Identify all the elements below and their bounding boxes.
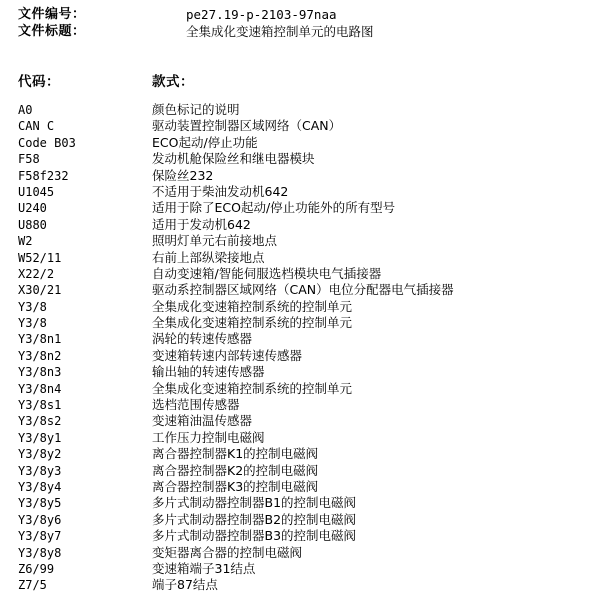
row-description: 驱动装置控制器区域网络（CAN） [152,118,342,134]
row-code: X22/2 [18,266,55,281]
doc-title-row [18,23,598,40]
row-description: 驱动系控制器区域网络（CAN）电位分配器电气插接器 [152,282,454,298]
doc-number-value: pe27.19-p-2103-97naa [186,7,337,22]
row-code: Code B03 [18,135,76,150]
table-row [18,266,598,282]
table-row [18,430,598,446]
table-header [18,73,598,91]
table-row [18,282,598,298]
row-description: 全集成化变速箱控制系统的控制单元 [152,380,353,396]
table-row [18,348,598,364]
row-description: 多片式制动器控制器B3的控制电磁阀 [152,528,357,544]
row-description: 端子87结点 [152,577,218,593]
row-description: 变速箱端子31结点 [152,560,256,576]
row-code: X30/21 [18,283,62,298]
table-row [18,413,598,429]
row-description: 离合器控制器K3的控制电磁阀 [152,478,319,494]
row-code: Z7/5 [18,578,47,593]
table-row [18,495,598,511]
row-code: Y3/8n4 [18,381,62,396]
table-row [18,151,598,167]
row-code: Y3/8n1 [18,332,62,347]
doc-title-value: 全集成化变速箱控制单元的电路图 [186,24,374,39]
table-row [18,168,598,184]
table-row [18,135,598,151]
row-code: W52/11 [18,250,62,265]
table-row [18,528,598,544]
row-code: U240 [18,201,47,216]
row-description: 发动机舱保险丝和继电器模块 [152,151,315,167]
row-description: 变速箱转速内部转速传感器 [152,347,303,363]
row-description: 多片式制动器控制器B1的控制电磁阀 [152,495,357,511]
row-description: 变速箱油温传感器 [152,413,253,429]
row-code: Y3/8 [18,299,47,314]
row-code: Y3/8y1 [18,430,62,445]
doc-number-label: 文件编号： [18,7,86,22]
row-description: 右前上部纵梁接地点 [152,249,265,265]
table-row [18,184,598,200]
row-description: 适用于发动机642 [152,216,251,232]
doc-title-label: 文件标题： [18,24,86,39]
row-code: Y3/8y2 [18,447,62,462]
row-description: 离合器控制器K1的控制电磁阀 [152,446,319,462]
row-code: Y3/8y6 [18,512,62,527]
row-code: W2 [18,234,33,249]
desc-column-header: 款式： [152,74,194,90]
row-code: Y3/8n2 [18,348,62,363]
doc-number-row [18,6,598,23]
row-description: 不适用于柴油发动机642 [152,183,289,199]
row-code: Y3/8n3 [18,365,62,380]
code-column-header: 代码： [18,74,60,90]
table-row [18,479,598,495]
row-description: 离合器控制器K2的控制电磁阀 [152,462,319,478]
table-row [18,545,598,561]
row-code: U1045 [18,184,55,199]
row-code: Y3/8y8 [18,545,62,560]
row-description: 照明灯单元右前接地点 [152,233,278,249]
row-description: 自动变速箱/智能伺服选档模块电气插接器 [152,265,382,281]
legend-table [18,102,598,594]
row-description: ECO起动/停止功能 [152,134,258,150]
table-row [18,200,598,216]
table-row [18,364,598,380]
row-code: U880 [18,217,47,232]
row-code: Y3/8y4 [18,479,62,494]
row-code: F58 [18,152,40,167]
table-row [18,250,598,266]
row-code: CAN C [18,119,55,134]
row-code: Y3/8 [18,316,47,331]
row-description: 颜色标记的说明 [152,102,240,117]
table-row [18,233,598,249]
table-row [18,577,598,593]
table-row [18,331,598,347]
row-description: 变矩器离合器的控制电磁阀 [152,544,303,560]
row-code: Y3/8y7 [18,529,62,544]
document-page [18,6,598,594]
table-row [18,397,598,413]
table-row [18,512,598,528]
row-code: Y3/8y3 [18,463,62,478]
table-row [18,315,598,331]
table-row [18,102,598,118]
row-description: 输出轴的转速传感器 [152,364,265,380]
row-code: Y3/8s1 [18,398,62,413]
row-description: 工作压力控制电磁阀 [152,429,265,445]
row-code: A0 [18,103,33,117]
row-code: Z6/99 [18,561,55,576]
row-code: F58f232 [18,168,69,183]
row-description: 保险丝232 [152,167,214,183]
row-description: 选档范围传感器 [152,397,240,413]
table-row [18,446,598,462]
row-description: 全集成化变速箱控制系统的控制单元 [152,315,353,331]
row-code: Y3/8s2 [18,414,62,429]
row-description: 适用于除了ECO起动/停止功能外的所有型号 [152,200,396,216]
table-row [18,118,598,134]
row-description: 全集成化变速箱控制系统的控制单元 [152,298,353,314]
row-code: Y3/8y5 [18,496,62,511]
table-row [18,463,598,479]
table-row [18,561,598,577]
row-description: 涡轮的转速传感器 [152,331,253,347]
table-row [18,381,598,397]
table-row [18,299,598,315]
table-row [18,217,598,233]
row-description: 多片式制动器控制器B2的控制电磁阀 [152,511,357,527]
